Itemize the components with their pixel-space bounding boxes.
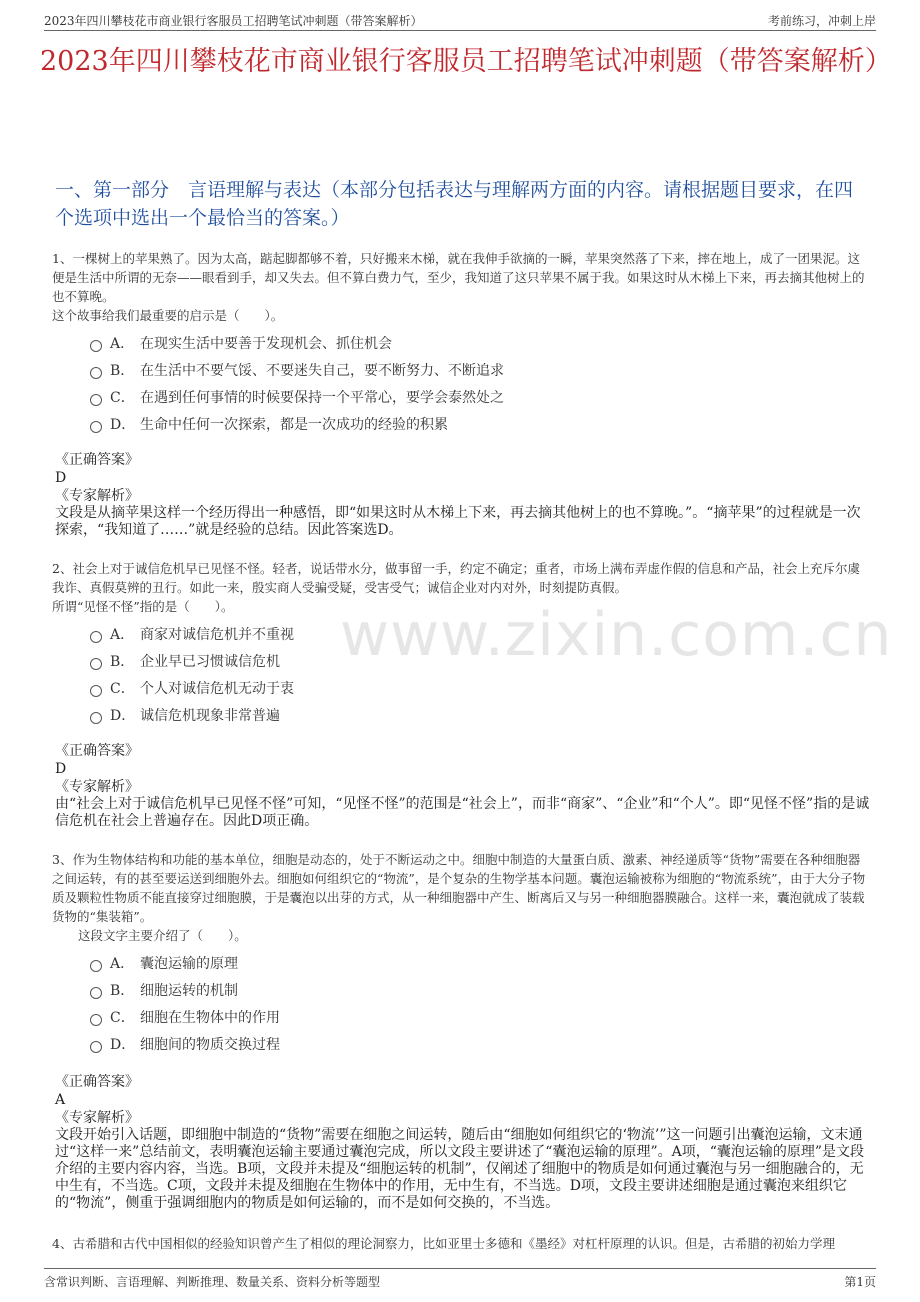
- option-a[interactable]: A． 囊泡运输的原理: [90, 951, 872, 978]
- radio-icon[interactable]: [90, 987, 102, 999]
- question-prompt: 这个故事给我们最重要的启示是（ ）。: [52, 308, 284, 323]
- analysis-label: 《专家解析》: [55, 779, 139, 795]
- page-title: 2023年四川攀枝花市商业银行客服员工招聘笔试冲刺题（带答案解析）: [40, 46, 892, 77]
- answer-value: A: [55, 1092, 66, 1108]
- radio-icon[interactable]: [90, 421, 102, 433]
- page-number: 第1页: [844, 1275, 876, 1289]
- option-list: [90, 951, 872, 1059]
- option-b[interactable]: B． 企业早已习惯诚信危机: [90, 649, 872, 676]
- question-1: [52, 249, 872, 439]
- question-prompt: 所谓“见怪不怪”指的是（ ）。: [52, 599, 234, 614]
- radio-icon[interactable]: [90, 367, 102, 379]
- watermark: www.zixin.com.cn: [340, 600, 893, 670]
- radio-icon[interactable]: [90, 658, 102, 670]
- answer-value: D: [55, 470, 67, 486]
- answer-block-2: [55, 742, 872, 830]
- question-4: [52, 1234, 872, 1253]
- answer-label: 《正确答案》: [55, 452, 139, 468]
- page-header: [44, 10, 876, 31]
- page-footer: [44, 1268, 876, 1289]
- option-list: [90, 331, 872, 439]
- question-2: [52, 559, 872, 730]
- option-d[interactable]: D． 诚信危机现象非常普遍: [90, 703, 872, 730]
- question-3: [52, 850, 872, 1059]
- radio-icon[interactable]: [90, 631, 102, 643]
- radio-icon[interactable]: [90, 340, 102, 352]
- option-c[interactable]: C． 细胞在生物体中的作用: [90, 1005, 872, 1032]
- radio-icon[interactable]: [90, 1014, 102, 1026]
- question-stem: 2、社会上对于诚信危机早已见怪不怪。轻者，说话带水分，做事留一手，约定不确定；重者，市场上满布弄虚作假的信息和产品，社会上充斥尔虞我诈、真假莫辨的丑行。如此一来，殷实商人受骗受疑，受害受气；诚信企业对内对外，时刻提防真假。: [52, 561, 860, 595]
- answer-label: 《正确答案》: [55, 1074, 139, 1090]
- radio-icon[interactable]: [90, 685, 102, 697]
- option-a[interactable]: A． 在现实生活中要善于发现机会、抓住机会: [90, 331, 872, 358]
- header-doc-title: 2023年四川攀枝花市商业银行客服员工招聘笔试冲刺题（带答案解析）: [44, 14, 423, 28]
- option-d[interactable]: D． 细胞间的物质交换过程: [90, 1032, 872, 1059]
- option-c[interactable]: C． 在遇到任何事情的时候要保持一个平常心，要学会泰然处之: [90, 385, 872, 412]
- section-heading: 一、第一部分 言语理解与表达（本部分包括表达与理解两方面的内容。请根据题目要求，在四个选项中选出一个最恰当的答案。）: [55, 179, 854, 229]
- header-slogan: 考前练习，冲刺上岸: [767, 14, 876, 28]
- question-stem: 4、古希腊和古代中国相似的经验知识曾产生了相似的理论洞察力，比如亚里士多德和《墨经》对杠杆原理的认识。但是，古希腊的初始力学理: [52, 1236, 835, 1251]
- answer-block-1: [55, 451, 872, 539]
- option-list: [90, 622, 872, 730]
- option-b[interactable]: B． 细胞运转的机制: [90, 978, 872, 1005]
- analysis-text: 文段开始引入话题，即细胞中制造的“货物”需要在细胞之间运转，随后由“细胞如何组织它的‘物流’”这一问题引出囊泡运输，文末通过“这样一来”总结前文，表明囊泡运输主要通过囊泡完成，所以文段主要讲述了“囊泡运输的原理”。A项，“囊泡运输的原理”是文段介绍的主要内容内容，当选。B项，文段并未提及“细胞运转的机制”，仅阐述了细胞中的物质是如何通过囊泡与另一细胞融合的，无中生有，不当选。C项，文段并未提及细胞在生物体中的作用，无中生有，不当选。D项，文段主要讲述细胞是通过囊泡来组织它的“物流”，侧重于强调细胞内的物质是如何运输的，而不是如何交换的，不当选。: [55, 1127, 865, 1211]
- option-c[interactable]: C． 个人对诚信危机无动于衷: [90, 676, 872, 703]
- option-d[interactable]: D． 生命中任何一次探索，都是一次成功的经验的积累: [90, 412, 872, 439]
- question-prompt: 这段文字主要介绍了（ ）。: [78, 928, 247, 943]
- answer-value: D: [55, 761, 67, 777]
- analysis-label: 《专家解析》: [55, 488, 139, 504]
- radio-icon[interactable]: [90, 712, 102, 724]
- radio-icon[interactable]: [90, 1041, 102, 1053]
- question-stem: 3、作为生物体结构和功能的基本单位，细胞是动态的，处于不断运动之中。细胞中制造的大量蛋白质、激素、神经递质等“货物”需要在各种细胞器之间运转，有的甚至要运送到细胞外去。细胞如何组织它的“物流”，是个复杂的生物学基本问题。囊泡运输被称为细胞的“物流系统”，由于大分子物质及颗粒性物质不能直接穿过细胞膜，于是囊泡以出芽的方式，从一种细胞器中产生、断离后又与另一种细胞器膜融合。这样一来，囊泡就成了装载货物的“集装箱”。: [52, 852, 866, 924]
- answer-label: 《正确答案》: [55, 743, 139, 759]
- option-a[interactable]: A． 商家对诚信危机并不重视: [90, 622, 872, 649]
- analysis-text: 文段是从摘苹果这样一个经历得出一种感悟，即“如果这时从木梯上下来，再去摘其他树上的也不算晚。”。“摘苹果”的过程就是一次探索，“我知道了……”就是经验的总结。因此答案选D。: [55, 505, 861, 538]
- radio-icon[interactable]: [90, 394, 102, 406]
- analysis-label: 《专家解析》: [55, 1110, 139, 1126]
- question-stem: 1、一棵树上的苹果熟了。因为太高，踮起脚都够不着，只好搬来木梯，就在我伸手欲摘的一瞬，苹果突然落了下来，摔在地上，成了一团果泥。这便是生活中所谓的无奈——眼看到手，却又失去。但不算白费力气，至少，我知道了这只苹果不属于我。如果这时从木梯上下来，再去摘其他树上的也不算晚。: [52, 251, 865, 304]
- radio-icon[interactable]: [90, 960, 102, 972]
- footer-topics: 含常识判断、言语理解、判断推理、数量关系、资料分析等题型: [44, 1275, 381, 1289]
- answer-block-3: [55, 1073, 872, 1212]
- analysis-text: 由“社会上对于诚信危机早已见怪不怪”可知，“见怪不怪”的范围是“社会上”，而非“商家”、“企业”和“个人”。即“见怪不怪”指的是诚信危机在社会上普遍存在。因此D项正确。: [55, 796, 870, 829]
- option-b[interactable]: B． 在生活中不要气馁、不要迷失自己，要不断努力、不断追求: [90, 358, 872, 385]
